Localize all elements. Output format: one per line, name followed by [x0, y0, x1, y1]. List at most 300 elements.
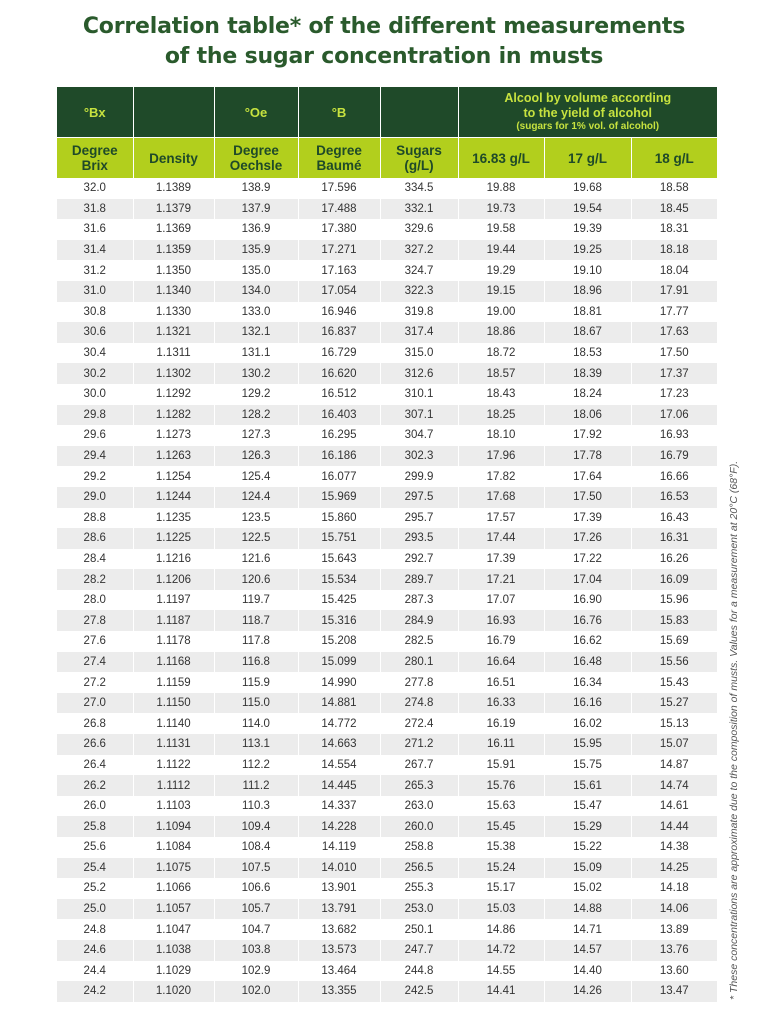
cell-alcohol-18: 14.87 [631, 755, 717, 776]
cell-oechsle: 121.6 [214, 549, 298, 570]
cell-baume: 17.596 [298, 178, 380, 199]
cell-alcohol-18: 15.07 [631, 734, 717, 755]
cell-alcohol-16-83: 18.57 [458, 363, 544, 384]
cell-brix: 30.8 [57, 302, 133, 323]
cell-baume: 13.355 [298, 981, 380, 1002]
cell-alcohol-17: 15.61 [544, 775, 631, 796]
cell-sugars: 319.8 [380, 302, 458, 323]
cell-alcohol-16-83: 19.29 [458, 260, 544, 281]
cell-brix: 29.8 [57, 405, 133, 426]
table-row [57, 961, 717, 982]
cell-baume: 14.881 [298, 693, 380, 714]
table-row [57, 405, 717, 426]
cell-alcohol-18: 14.18 [631, 878, 717, 899]
header-b: °B [298, 87, 380, 138]
cell-brix: 32.0 [57, 178, 133, 199]
cell-oechsle: 116.8 [214, 652, 298, 673]
cell-oechsle: 136.9 [214, 219, 298, 240]
cell-density: 1.1225 [133, 528, 214, 549]
cell-brix: 31.6 [57, 219, 133, 240]
cell-alcohol-18: 16.79 [631, 446, 717, 467]
header-sugars [380, 138, 458, 179]
cell-oechsle: 109.4 [214, 816, 298, 837]
cell-alcohol-18: 16.66 [631, 466, 717, 487]
cell-baume: 16.729 [298, 343, 380, 364]
cell-oechsle: 133.0 [214, 302, 298, 323]
cell-alcohol-16-83: 18.43 [458, 384, 544, 405]
cell-brix: 26.8 [57, 713, 133, 734]
cell-baume: 16.837 [298, 322, 380, 343]
cell-density: 1.1254 [133, 466, 214, 487]
cell-alcohol-18: 16.26 [631, 549, 717, 570]
cell-baume: 13.901 [298, 878, 380, 899]
cell-baume: 14.663 [298, 734, 380, 755]
cell-oechsle: 120.6 [214, 569, 298, 590]
cell-baume: 13.573 [298, 940, 380, 961]
cell-brix: 31.0 [57, 281, 133, 302]
cell-alcohol-16-83: 17.57 [458, 508, 544, 529]
cell-alcohol-16-83: 16.51 [458, 672, 544, 693]
header-oe: °Oe [214, 87, 298, 138]
cell-oechsle: 129.2 [214, 384, 298, 405]
cell-sugars: 256.5 [380, 858, 458, 879]
cell-alcohol-18: 14.61 [631, 796, 717, 817]
cell-baume: 13.464 [298, 961, 380, 982]
cell-alcohol-17: 17.50 [544, 487, 631, 508]
cell-density: 1.1140 [133, 713, 214, 734]
table-row [57, 981, 717, 1002]
cell-oechsle: 130.2 [214, 363, 298, 384]
cell-alcohol-17: 18.06 [544, 405, 631, 426]
header-degree-oechsle-l2: Oechsle [229, 158, 283, 173]
cell-sugars: 327.2 [380, 240, 458, 261]
cell-alcohol-17: 15.22 [544, 837, 631, 858]
cell-oechsle: 108.4 [214, 837, 298, 858]
cell-baume: 15.316 [298, 610, 380, 631]
cell-alcohol-18: 16.93 [631, 425, 717, 446]
cell-baume: 16.946 [298, 302, 380, 323]
cell-alcohol-16-83: 17.68 [458, 487, 544, 508]
cell-baume: 16.077 [298, 466, 380, 487]
cell-alcohol-18: 15.27 [631, 693, 717, 714]
cell-density: 1.1197 [133, 590, 214, 611]
table-row [57, 775, 717, 796]
correlation-table [57, 87, 717, 1002]
cell-alcohol-18: 14.38 [631, 837, 717, 858]
cell-sugars: 242.5 [380, 981, 458, 1002]
cell-density: 1.1206 [133, 569, 214, 590]
cell-sugars: 322.3 [380, 281, 458, 302]
cell-alcohol-17: 18.81 [544, 302, 631, 323]
cell-sugars: 271.2 [380, 734, 458, 755]
cell-alcohol-18: 18.31 [631, 219, 717, 240]
cell-sugars: 302.3 [380, 446, 458, 467]
table-row [57, 508, 717, 529]
cell-baume: 15.860 [298, 508, 380, 529]
cell-alcohol-18: 16.31 [631, 528, 717, 549]
cell-sugars: 247.7 [380, 940, 458, 961]
cell-baume: 15.208 [298, 631, 380, 652]
cell-alcohol-16-83: 18.25 [458, 405, 544, 426]
cell-sugars: 282.5 [380, 631, 458, 652]
cell-alcohol-18: 16.43 [631, 508, 717, 529]
cell-brix: 24.8 [57, 919, 133, 940]
table-row [57, 240, 717, 261]
cell-baume: 15.751 [298, 528, 380, 549]
cell-sugars: 292.7 [380, 549, 458, 570]
cell-alcohol-17: 17.39 [544, 508, 631, 529]
header-sugars-l2: (g/L) [404, 158, 434, 173]
cell-alcohol-18: 17.91 [631, 281, 717, 302]
table-row [57, 260, 717, 281]
cell-alcohol-16-83: 15.24 [458, 858, 544, 879]
cell-baume: 15.099 [298, 652, 380, 673]
table-row [57, 919, 717, 940]
cell-alcohol-18: 15.13 [631, 713, 717, 734]
cell-brix: 27.4 [57, 652, 133, 673]
header-degree-brix [57, 138, 133, 179]
cell-oechsle: 115.9 [214, 672, 298, 693]
cell-density: 1.1122 [133, 755, 214, 776]
cell-alcohol-17: 15.47 [544, 796, 631, 817]
cell-density: 1.1216 [133, 549, 214, 570]
cell-sugars: 263.0 [380, 796, 458, 817]
cell-alcohol-18: 15.83 [631, 610, 717, 631]
cell-sugars: 307.1 [380, 405, 458, 426]
cell-baume: 15.969 [298, 487, 380, 508]
cell-oechsle: 123.5 [214, 508, 298, 529]
cell-density: 1.1389 [133, 178, 214, 199]
cell-sugars: 272.4 [380, 713, 458, 734]
cell-density: 1.1029 [133, 961, 214, 982]
cell-density: 1.1047 [133, 919, 214, 940]
cell-density: 1.1273 [133, 425, 214, 446]
cell-sugars: 258.8 [380, 837, 458, 858]
cell-baume: 16.512 [298, 384, 380, 405]
cell-brix: 28.0 [57, 590, 133, 611]
header-degree-oechsle-l1: Degree [233, 143, 279, 158]
alcohol-note: (sugars for 1% vol. of alcohol) [516, 121, 660, 132]
cell-oechsle: 103.8 [214, 940, 298, 961]
cell-brix: 27.2 [57, 672, 133, 693]
cell-brix: 25.2 [57, 878, 133, 899]
cell-alcohol-17: 17.04 [544, 569, 631, 590]
cell-sugars: 329.6 [380, 219, 458, 240]
cell-baume: 15.425 [298, 590, 380, 611]
cell-density: 1.1369 [133, 219, 214, 240]
cell-baume: 17.163 [298, 260, 380, 281]
cell-density: 1.1168 [133, 652, 214, 673]
alcohol-line-2: to the yield of alcohol [523, 106, 652, 120]
cell-sugars: 293.5 [380, 528, 458, 549]
table-row [57, 878, 717, 899]
cell-brix: 26.6 [57, 734, 133, 755]
cell-baume: 17.271 [298, 240, 380, 261]
cell-alcohol-17: 15.09 [544, 858, 631, 879]
cell-alcohol-16-83: 14.72 [458, 940, 544, 961]
cell-oechsle: 102.0 [214, 981, 298, 1002]
header-density-blank [133, 87, 214, 138]
cell-sugars: 267.7 [380, 755, 458, 776]
cell-alcohol-16-83: 19.73 [458, 199, 544, 220]
cell-brix: 30.2 [57, 363, 133, 384]
cell-density: 1.1112 [133, 775, 214, 796]
cell-sugars: 297.5 [380, 487, 458, 508]
cell-oechsle: 124.4 [214, 487, 298, 508]
cell-density: 1.1359 [133, 240, 214, 261]
cell-baume: 14.990 [298, 672, 380, 693]
cell-alcohol-18: 13.60 [631, 961, 717, 982]
table-row [57, 466, 717, 487]
cell-alcohol-17: 14.57 [544, 940, 631, 961]
cell-alcohol-17: 17.92 [544, 425, 631, 446]
cell-alcohol-16-83: 17.44 [458, 528, 544, 549]
cell-alcohol-16-83: 15.45 [458, 816, 544, 837]
cell-oechsle: 137.9 [214, 199, 298, 220]
cell-alcohol-17: 17.78 [544, 446, 631, 467]
table-row [57, 610, 717, 631]
cell-sugars: 299.9 [380, 466, 458, 487]
cell-baume: 13.791 [298, 899, 380, 920]
cell-baume: 14.119 [298, 837, 380, 858]
cell-brix: 25.6 [57, 837, 133, 858]
cell-alcohol-18: 17.63 [631, 322, 717, 343]
header-degree-brix-l1: Degree [71, 143, 118, 158]
cell-alcohol-18: 18.45 [631, 199, 717, 220]
cell-brix: 24.2 [57, 981, 133, 1002]
cell-brix: 31.8 [57, 199, 133, 220]
cell-alcohol-18: 17.50 [631, 343, 717, 364]
cell-oechsle: 135.9 [214, 240, 298, 261]
cell-alcohol-16-83: 15.63 [458, 796, 544, 817]
cell-oechsle: 114.0 [214, 713, 298, 734]
cell-alcohol-17: 19.68 [544, 178, 631, 199]
cell-oechsle: 111.2 [214, 775, 298, 796]
cell-brix: 25.4 [57, 858, 133, 879]
cell-alcohol-17: 16.16 [544, 693, 631, 714]
header-row-names [57, 138, 717, 179]
cell-alcohol-17: 19.25 [544, 240, 631, 261]
page-title [0, 12, 768, 72]
cell-oechsle: 106.6 [214, 878, 298, 899]
cell-alcohol-17: 16.90 [544, 590, 631, 611]
cell-alcohol-16-83: 19.15 [458, 281, 544, 302]
cell-alcohol-17: 19.10 [544, 260, 631, 281]
cell-density: 1.1038 [133, 940, 214, 961]
header-degree-baume-l1: Degree [316, 143, 362, 158]
cell-alcohol-18: 13.47 [631, 981, 717, 1002]
cell-alcohol-18: 17.37 [631, 363, 717, 384]
cell-baume: 17.380 [298, 219, 380, 240]
table-row [57, 178, 717, 199]
header-yield-17: 17 g/L [544, 138, 631, 179]
cell-density: 1.1263 [133, 446, 214, 467]
table-row [57, 384, 717, 405]
cell-alcohol-16-83: 18.72 [458, 343, 544, 364]
cell-brix: 27.0 [57, 693, 133, 714]
cell-alcohol-16-83: 17.21 [458, 569, 544, 590]
cell-alcohol-16-83: 19.00 [458, 302, 544, 323]
table-row [57, 631, 717, 652]
cell-alcohol-17: 18.53 [544, 343, 631, 364]
cell-density: 1.1020 [133, 981, 214, 1002]
cell-baume: 16.186 [298, 446, 380, 467]
table-row [57, 899, 717, 920]
header-alcohol-by-volume [458, 87, 717, 138]
cell-baume: 15.643 [298, 549, 380, 570]
cell-alcohol-17: 15.29 [544, 816, 631, 837]
cell-density: 1.1311 [133, 343, 214, 364]
cell-oechsle: 128.2 [214, 405, 298, 426]
cell-density: 1.1103 [133, 796, 214, 817]
header-sugars-l1: Sugars [396, 143, 442, 158]
cell-baume: 17.054 [298, 281, 380, 302]
cell-alcohol-18: 16.53 [631, 487, 717, 508]
cell-baume: 16.295 [298, 425, 380, 446]
cell-alcohol-17: 16.62 [544, 631, 631, 652]
cell-alcohol-16-83: 16.64 [458, 652, 544, 673]
cell-density: 1.1302 [133, 363, 214, 384]
cell-brix: 24.4 [57, 961, 133, 982]
cell-oechsle: 122.5 [214, 528, 298, 549]
cell-alcohol-17: 16.48 [544, 652, 631, 673]
cell-oechsle: 115.0 [214, 693, 298, 714]
cell-alcohol-17: 15.75 [544, 755, 631, 776]
cell-oechsle: 132.1 [214, 322, 298, 343]
cell-brix: 25.8 [57, 816, 133, 837]
cell-density: 1.1094 [133, 816, 214, 837]
cell-oechsle: 113.1 [214, 734, 298, 755]
table-row [57, 590, 717, 611]
cell-oechsle: 118.7 [214, 610, 298, 631]
cell-density: 1.1321 [133, 322, 214, 343]
cell-brix: 30.0 [57, 384, 133, 405]
cell-sugars: 289.7 [380, 569, 458, 590]
cell-alcohol-17: 17.26 [544, 528, 631, 549]
cell-alcohol-16-83: 16.11 [458, 734, 544, 755]
cell-sugars: 324.7 [380, 260, 458, 281]
table-row [57, 487, 717, 508]
cell-alcohol-16-83: 15.17 [458, 878, 544, 899]
alcohol-line-1: Alcool by volume according [504, 91, 672, 105]
cell-density: 1.1187 [133, 610, 214, 631]
table-row [57, 755, 717, 776]
cell-alcohol-18: 17.77 [631, 302, 717, 323]
header-yield-18: 18 g/L [631, 138, 717, 179]
table-row [57, 281, 717, 302]
table-row [57, 652, 717, 673]
cell-density: 1.1340 [133, 281, 214, 302]
cell-alcohol-16-83: 15.91 [458, 755, 544, 776]
cell-oechsle: 107.5 [214, 858, 298, 879]
cell-alcohol-16-83: 17.96 [458, 446, 544, 467]
cell-oechsle: 125.4 [214, 466, 298, 487]
table-row [57, 858, 717, 879]
cell-baume: 16.620 [298, 363, 380, 384]
table-row [57, 363, 717, 384]
cell-sugars: 255.3 [380, 878, 458, 899]
cell-density: 1.1235 [133, 508, 214, 529]
cell-brix: 29.2 [57, 466, 133, 487]
table-row [57, 734, 717, 755]
header-degree-oechsle [214, 138, 298, 179]
table-row [57, 940, 717, 961]
cell-alcohol-17: 14.71 [544, 919, 631, 940]
cell-brix: 26.4 [57, 755, 133, 776]
cell-alcohol-16-83: 19.58 [458, 219, 544, 240]
cell-density: 1.1178 [133, 631, 214, 652]
cell-alcohol-18: 18.58 [631, 178, 717, 199]
cell-brix: 30.4 [57, 343, 133, 364]
cell-alcohol-18: 15.56 [631, 652, 717, 673]
cell-oechsle: 117.8 [214, 631, 298, 652]
cell-baume: 15.534 [298, 569, 380, 590]
cell-alcohol-18: 14.25 [631, 858, 717, 879]
cell-alcohol-16-83: 16.19 [458, 713, 544, 734]
header-degree-brix-l2: Brix [81, 158, 108, 173]
cell-alcohol-17: 16.76 [544, 610, 631, 631]
cell-density: 1.1350 [133, 260, 214, 281]
title-line-2: of the sugar concentration in musts [164, 44, 604, 69]
table-row [57, 302, 717, 323]
footnote-side: * These concentrations are approximate due to the composition of musts. Values for a measurement at 20°C (68°F). [728, 460, 740, 1000]
cell-density: 1.1084 [133, 837, 214, 858]
cell-oechsle: 105.7 [214, 899, 298, 920]
cell-brix: 31.4 [57, 240, 133, 261]
cell-alcohol-16-83: 19.44 [458, 240, 544, 261]
cell-alcohol-17: 18.67 [544, 322, 631, 343]
cell-baume: 17.488 [298, 199, 380, 220]
cell-brix: 30.6 [57, 322, 133, 343]
cell-alcohol-16-83: 18.10 [458, 425, 544, 446]
cell-brix: 28.8 [57, 508, 133, 529]
cell-alcohol-16-83: 16.79 [458, 631, 544, 652]
table-row [57, 549, 717, 570]
cell-alcohol-17: 18.24 [544, 384, 631, 405]
cell-density: 1.1292 [133, 384, 214, 405]
cell-alcohol-16-83: 19.88 [458, 178, 544, 199]
cell-oechsle: 119.7 [214, 590, 298, 611]
table-body [57, 178, 717, 1002]
cell-oechsle: 131.1 [214, 343, 298, 364]
cell-alcohol-18: 18.18 [631, 240, 717, 261]
table-row [57, 713, 717, 734]
cell-alcohol-16-83: 17.82 [458, 466, 544, 487]
cell-sugars: 274.8 [380, 693, 458, 714]
cell-sugars: 277.8 [380, 672, 458, 693]
cell-brix: 31.2 [57, 260, 133, 281]
cell-alcohol-17: 17.64 [544, 466, 631, 487]
cell-baume: 16.403 [298, 405, 380, 426]
cell-oechsle: 126.3 [214, 446, 298, 467]
table-row [57, 569, 717, 590]
table-row [57, 796, 717, 817]
cell-baume: 14.010 [298, 858, 380, 879]
table-row [57, 322, 717, 343]
header-bx: °Bx [57, 87, 133, 138]
table-row [57, 219, 717, 240]
cell-brix: 26.0 [57, 796, 133, 817]
cell-baume: 14.554 [298, 755, 380, 776]
cell-oechsle: 134.0 [214, 281, 298, 302]
cell-alcohol-17: 14.26 [544, 981, 631, 1002]
cell-sugars: 253.0 [380, 899, 458, 920]
header-degree-baume-l2: Baumé [316, 158, 362, 173]
cell-baume: 14.772 [298, 713, 380, 734]
table-row [57, 693, 717, 714]
cell-oechsle: 135.0 [214, 260, 298, 281]
cell-brix: 27.8 [57, 610, 133, 631]
